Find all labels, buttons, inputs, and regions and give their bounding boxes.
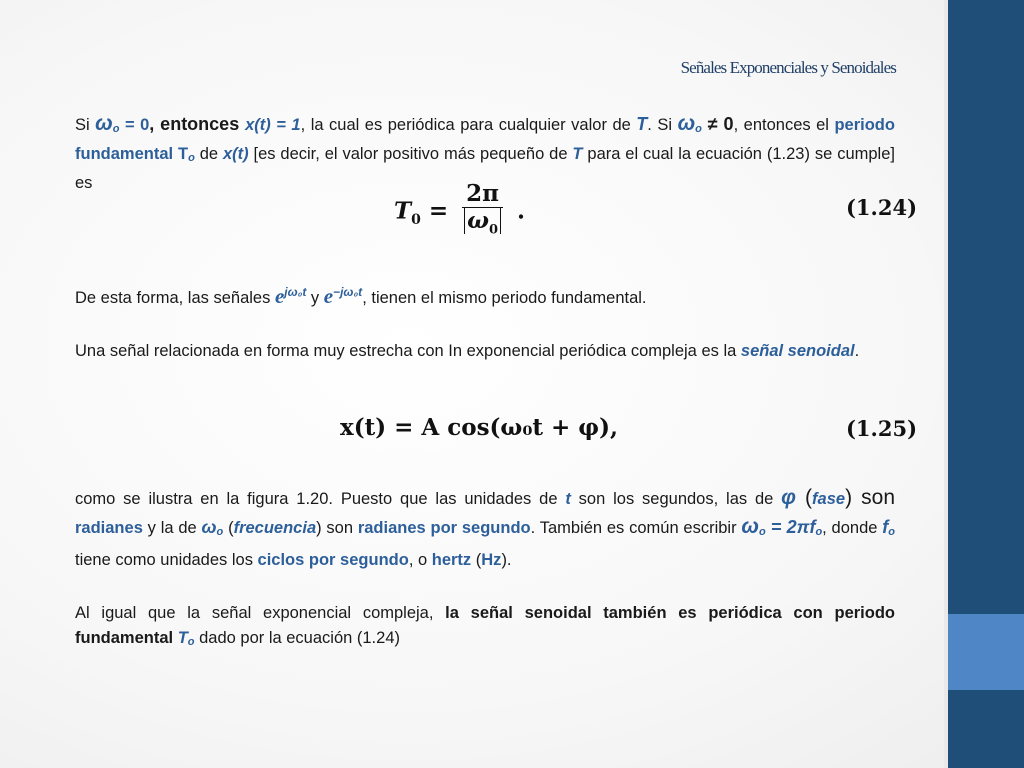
- paragraph-3: Una señal relacionada en forma muy estrecha con In exponencial periódica compleja es la señal senoidal.: [75, 342, 860, 360]
- equation-1-25: x(t) = A cos(ω₀t + φ),: [340, 414, 618, 441]
- paragraph-2: De esta forma, las señales $e^{j\omega_0t}$ y $e^{-j\omega_0t}$, tienen el mismo periodo fundamental.: [75, 284, 647, 308]
- slide-title: Señales Exponenciales y Senoidales: [680, 58, 896, 77]
- sidebar-accent-block: [948, 614, 1024, 690]
- equation-number-1-25: (1.25): [846, 416, 918, 441]
- equation-number-1-24: (1.24): [846, 195, 918, 220]
- paragraph-1: Si ωo = 0, entonces x(t) = 1, la cual es periódica para cualquier valor de T. Si ωo ≠ 0, entonces el periodo fundamental To de x(t) [es decir, el valor positivo más pequeño de T para el cual la ecuación (1.23) se cumple] es: [75, 112, 895, 192]
- paragraph-5: Al igual que la señal exponencial compleja, la señal senoidal también es periódica con periodo fundamental To dado por la ecuación (1.24): [75, 604, 895, 648]
- equation-1-24: $T_0$ = $\frac{2\pi}{\omega_0}$ .: [394, 181, 525, 244]
- paragraph-4: como se ilustra en la figura 1.20. Puesto que las unidades de t son los segundos, las de φ (fase) son radianes y la de ωo (frecuencia) son radianes por segundo. También es común escribir ωo = 2πfo, donde fo tiene como unidades los ciclos por segundo, o hertz (Hz).: [75, 486, 896, 569]
- sidebar-bar: [948, 0, 1024, 768]
- fraction: $\frac{2\pi}{\omega_0}$: [462, 181, 503, 244]
